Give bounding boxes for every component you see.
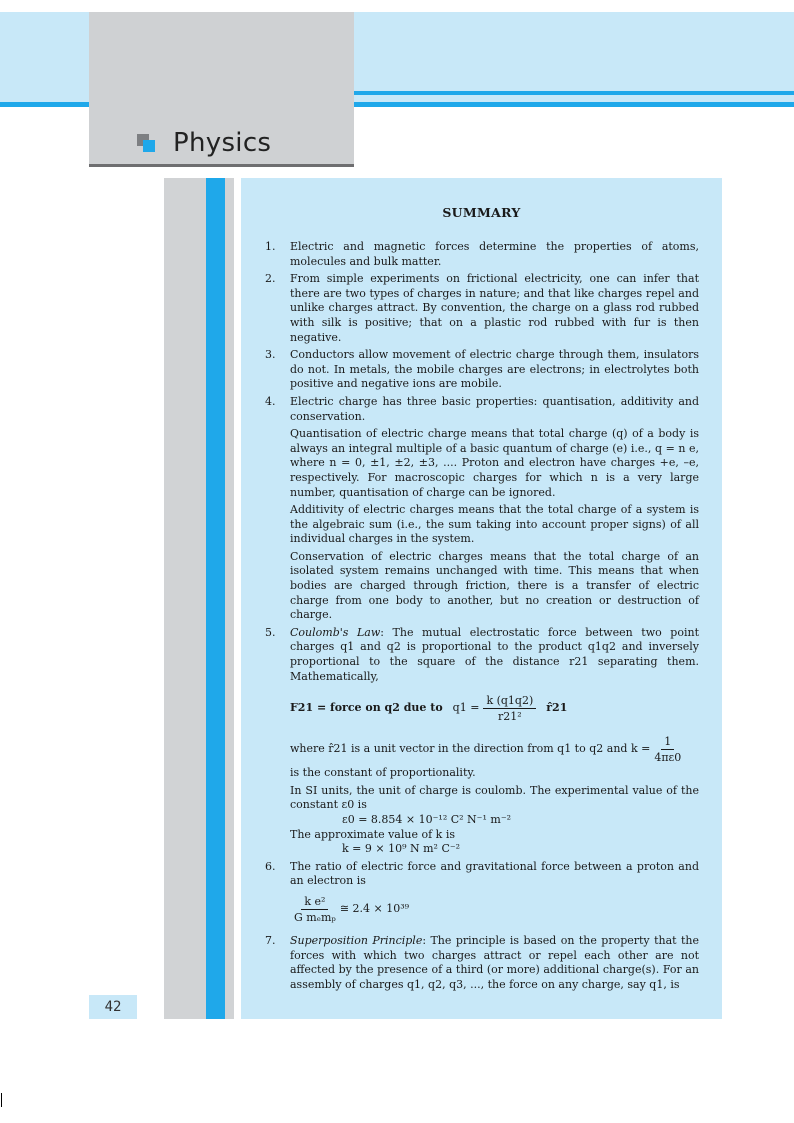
superposition-label: Superposition Principle xyxy=(290,933,423,947)
page-number: 42 xyxy=(89,995,137,1019)
k-value: k = 9 × 10⁹ N m² C⁻² xyxy=(342,842,461,856)
list-item: 5. Coulomb's Law: The mutual electrostatic force between two point charges q1 and q2 is proportional to the product q1q2 and inversely proportional to the square of the distance r21 separating them. Mathematically, F21 = force on q2 due to q1 = $\frac{k (q1q2)}{\text{r21²}}$ r̂21 where r̂21 is a unit vector in the direction from q1 to q2 and k = $\frac{1}{4\pi\varepsilon 0}$ is the constant of proportionality. In SI units, the unit of charge is coulomb. The experimental value of the constant ε0 is ε0 = 8.854 × 10⁻¹² C² N⁻¹ m⁻² The approximate value of k is k = 9 × 10⁹ N m² C⁻² xyxy=(265,625,699,856)
list-item: 2. From simple experiments on frictional electricity, one can infer that there are two types of charges in nature; and that like charges repel and unlike charges attract. By convention, the charge on a glass rod rubbed with silk is positive; that on a plastic rod rubbed with fur is then negative. xyxy=(265,272,699,344)
list-item: 4. Electric charge has three basic properties: quantisation, additivity and conservation. Quantisation of electric charge means that total charge (q) of a body is always an integral multiple of a basic quantum of charge (e) i.e., q = n e, where n = 0, ±1, ±2, ±3, .... Proton and electron have charges +e, –e, respectively. For macroscopic charges for which n is a very large number, quantisation of charge can be ignored. Additivity of electric charges means that the total charge of a system is the algebraic sum (i.e., the sum taking into account proper signs) of all individual charges in the system. Conservation of electric charges means that the total charge of an isolated system remains unchanged with time. This means that when bodies are charged through friction, there is a transfer of electric charge from one body to another, but no creation or destruction of charge. xyxy=(265,394,699,622)
header-stripe-upper xyxy=(354,91,794,95)
additivity-paragraph: Additivity of electric charges means that the total charge of a system is the algebraic sum (i.e., the sum taking into account proper signs) of all individual charges in the system. xyxy=(290,503,699,546)
header-underline xyxy=(89,164,354,167)
margin-gray-column xyxy=(164,178,206,1019)
conservation-paragraph: Conservation of electric charges means that the total charge of an isolated system remains unchanged with time. This means that when bodies are charged through friction, there is a transfer of electric charge from one body to another, but no creation or destruction of charge. xyxy=(290,549,699,622)
summary-heading: SUMMARY xyxy=(442,205,521,220)
list-item: 3. Conductors allow movement of electric charge through them, insulators do not. In metals, the mobile charges are electrons; in electrolytes both positive and negative ions are mobile. xyxy=(265,348,699,391)
list-item: 7. Superposition Principle: The principle is based on the property that the forces with which two charges attract or repel each other are not affected by the presence of a third (or more) additional charge(s). For an assembly of charges q1, q2, q3, ..., the force on any charge, say q1, is xyxy=(265,933,699,991)
k-definition: where r̂21 is a unit vector in the direction from q1 to q2 and k = $\frac{1}{4\pi\varepsilon 0}$ xyxy=(290,735,682,765)
summary-panel xyxy=(241,178,722,1019)
coulombs-law-label: Coulomb's Law xyxy=(290,625,381,639)
crop-mark-bottom xyxy=(1,1093,2,1107)
list-item: 6. The ratio of electric force and gravitational force between a proton and an electron is $\frac{\text{k e²}}{\text{G mₑmₚ}}$ ≅ 2.4 × 10³⁹ xyxy=(265,859,699,924)
margin-thin-gray xyxy=(225,178,234,1019)
square-logo-icon xyxy=(137,134,157,154)
summary-list xyxy=(265,240,699,995)
section-title: Physics xyxy=(173,128,272,158)
epsilon-value: ε0 = 8.854 × 10⁻¹² C² N⁻¹ m⁻² xyxy=(342,813,512,826)
quantisation-paragraph: Quantisation of electric charge means that total charge (q) of a body is always an integral multiple of a basic quantum of charge (e) i.e., q = n e, where n = 0, ±1, ±2, ±3, .... Proton and electron have charges +e, –e, respectively. For macroscopic charges for which n is a very large number, quantisation of charge can be ignored. xyxy=(290,427,699,499)
list-item: 1. Electric and magnetic forces determine the properties of atoms, molecules and bulk matter. xyxy=(265,240,699,268)
coulomb-formula: F21 = force on q2 due to q1 = $\frac{k (q1q2)}{\text{r21²}}$ r̂21 xyxy=(290,694,568,724)
force-ratio-formula: $\frac{\text{k e²}}{\text{G mₑmₚ}}$ ≅ 2.4 × 10³⁹ xyxy=(294,894,410,924)
margin-blue-bar xyxy=(206,178,225,1019)
